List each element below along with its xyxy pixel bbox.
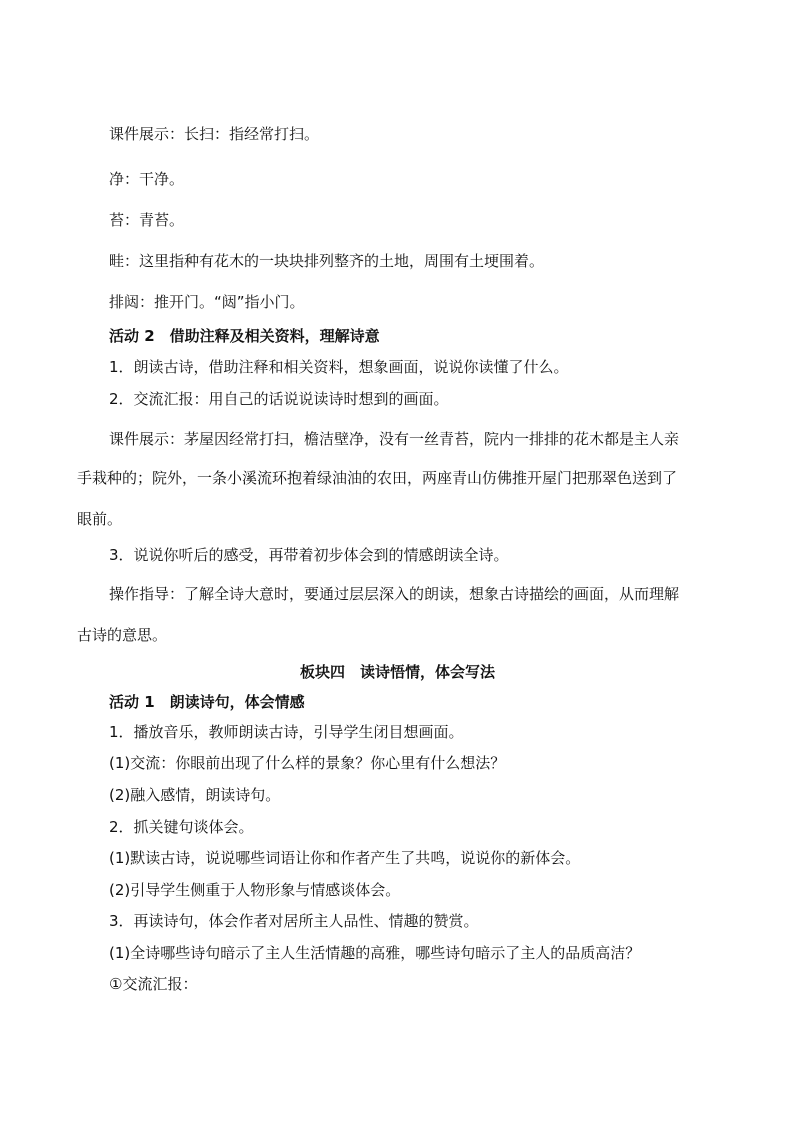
text-line: (1)默读古诗，说说哪些词语让你和作者产生了共鸣，说说你的新体会。 <box>109 849 581 867</box>
text-line: 眼前。 <box>77 510 123 528</box>
text-line: (2)引导学生侧重于人物形象与情感谈体会。 <box>109 881 401 899</box>
section-heading: 板块四 读诗悟情，体会写法 <box>300 663 496 681</box>
text-line: 1．朗读古诗，借助注释和相关资料，想象画面，说说你读懂了什么。 <box>109 358 569 376</box>
text-line: 古诗的意思。 <box>77 626 168 644</box>
text-line: 苔：青苔。 <box>109 211 185 229</box>
activity-heading: 活动 1 朗读诗句，体会情感 <box>109 693 305 711</box>
text-line: 净：干净。 <box>109 170 185 188</box>
text-line: 1．播放音乐，教师朗读古诗，引导学生闭目想画面。 <box>109 723 464 741</box>
activity-heading: 活动 2 借助注释及相关资料，理解诗意 <box>109 327 380 345</box>
text-line: 课件展示：茅屋因经常打扫，檐洁壁净，没有一丝青苔，院内一排排的花木都是主人亲 <box>109 430 680 448</box>
text-line: 3．说说你听后的感受，再带着初步体会到的情感朗读全诗。 <box>109 546 509 564</box>
text-line: 排闼：推开门。“闼”指小门。 <box>109 293 305 311</box>
text-line: 手栽种的；院外，一条小溪流环抱着绿油油的农田，两座青山仿佛推开屋门把那翠色送到了 <box>77 469 678 487</box>
text-line: (1)交流：你眼前出现了什么样的景象？你心里有什么想法？ <box>109 754 506 772</box>
text-line: 3．再读诗句，体会作者对居所主人品性、情趣的赞赏。 <box>109 912 479 930</box>
text-line: ①交流汇报： <box>109 975 198 993</box>
text-line: (2)融入感情，朗读诗句。 <box>109 786 281 804</box>
text-line: (1)全诗哪些诗句暗示了主人生活情趣的高雅，哪些诗句暗示了主人的品质高洁？ <box>109 944 641 962</box>
text-line: 操作指导：了解全诗大意时，要通过层层深入的朗读，想象古诗描绘的画面，从而理解 <box>109 585 680 603</box>
text-line: 2．交流汇报：用自己的话说说读诗时想到的画面。 <box>109 390 449 408</box>
text-line: 畦：这里指种有花木的一块块排列整齐的土地，周围有土埂围着。 <box>109 252 545 270</box>
text-line: 课件展示：长扫：指经常打扫。 <box>109 125 320 143</box>
text-line: 2．抓关键句谈体会。 <box>109 818 254 836</box>
